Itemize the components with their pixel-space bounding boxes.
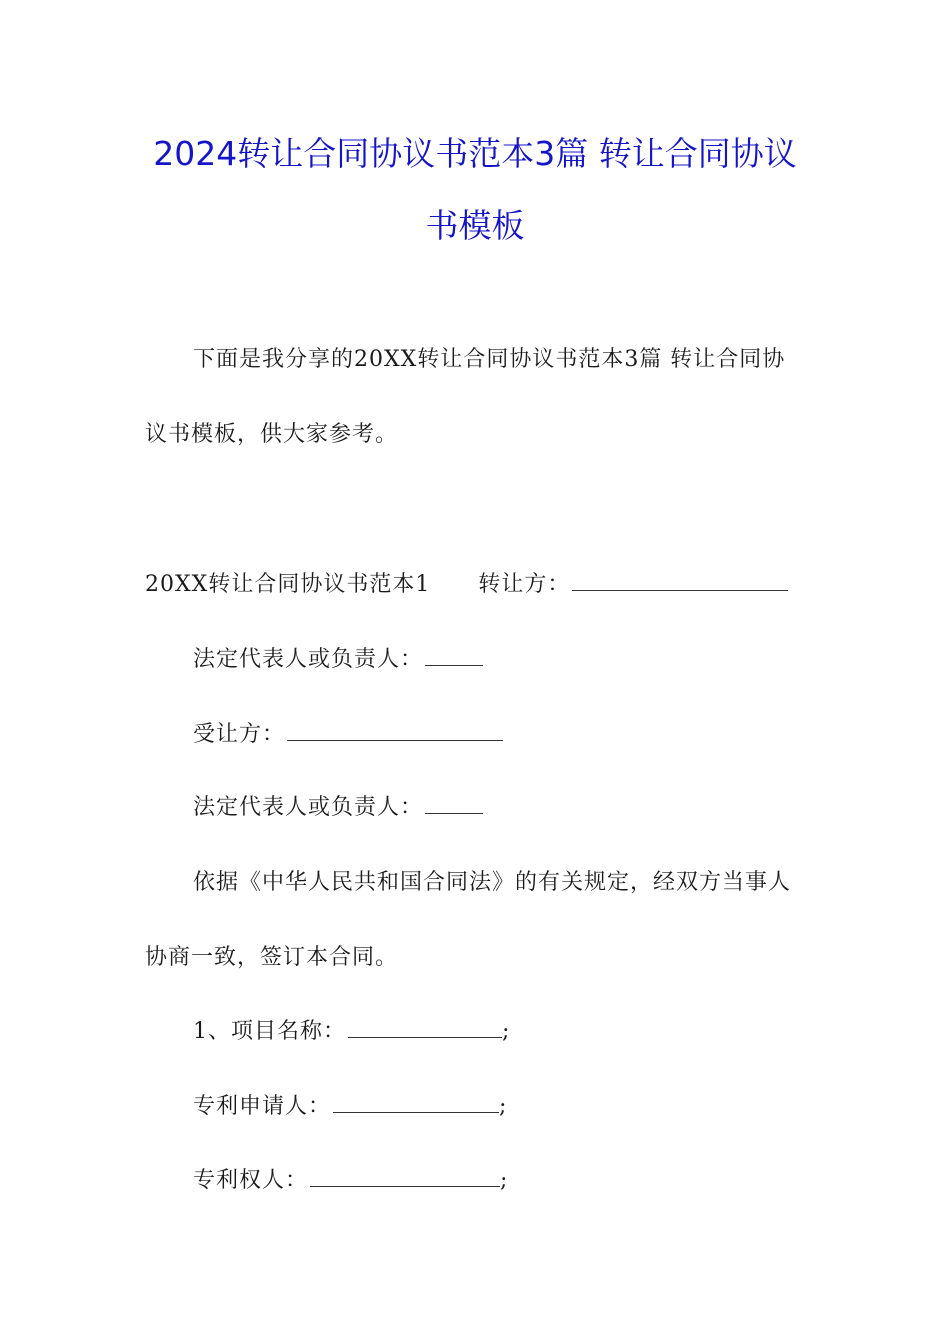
legal-rep-label-1: 法定代表人或负责人： bbox=[193, 647, 424, 672]
basis-paragraph: 依据《中华人民共和国合同法》的有关规定，经双方当事人协商一致，签订本合同。 bbox=[145, 870, 792, 970]
transferor-label: 转让方： bbox=[478, 572, 571, 597]
legal-rep-line-2 bbox=[193, 793, 483, 823]
item1-blank bbox=[348, 1017, 502, 1038]
transferee-line bbox=[193, 720, 503, 750]
patent-applicant-label: 专利申请人： bbox=[193, 1094, 332, 1119]
item1-line bbox=[193, 1017, 510, 1047]
patent-holder-label: 专利权人： bbox=[193, 1168, 309, 1193]
section1-heading-line bbox=[145, 570, 788, 600]
item1-semicolon: ; bbox=[502, 1019, 511, 1044]
patent-holder-line bbox=[193, 1166, 508, 1196]
transferee-blank bbox=[287, 720, 503, 741]
patent-holder-blank bbox=[310, 1166, 500, 1187]
legal-rep-blank-1 bbox=[425, 645, 483, 666]
legal-rep-blank-2 bbox=[425, 793, 483, 814]
patent-applicant-blank bbox=[333, 1092, 499, 1113]
legal-rep-label-2: 法定代表人或负责人： bbox=[193, 795, 424, 820]
legal-rep-line-1 bbox=[193, 645, 483, 675]
item1-label: 1、项目名称： bbox=[193, 1019, 346, 1044]
patent-holder-semicolon: ; bbox=[500, 1168, 509, 1193]
document-title: 2024转让合同协议书范本3篇 转让合同协议书模板 bbox=[153, 134, 797, 245]
intro-paragraph: 下面是我分享的20XX转让合同协议书范本3篇 转让合同协议书模板，供大家参考。 bbox=[145, 347, 786, 447]
patent-applicant-semicolon: ; bbox=[499, 1094, 508, 1119]
transferor-blank bbox=[572, 570, 788, 591]
patent-applicant-line bbox=[193, 1092, 507, 1122]
transferee-label: 受让方： bbox=[193, 722, 286, 747]
section1-heading: 20XX转让合同协议书范本1 bbox=[145, 572, 431, 597]
